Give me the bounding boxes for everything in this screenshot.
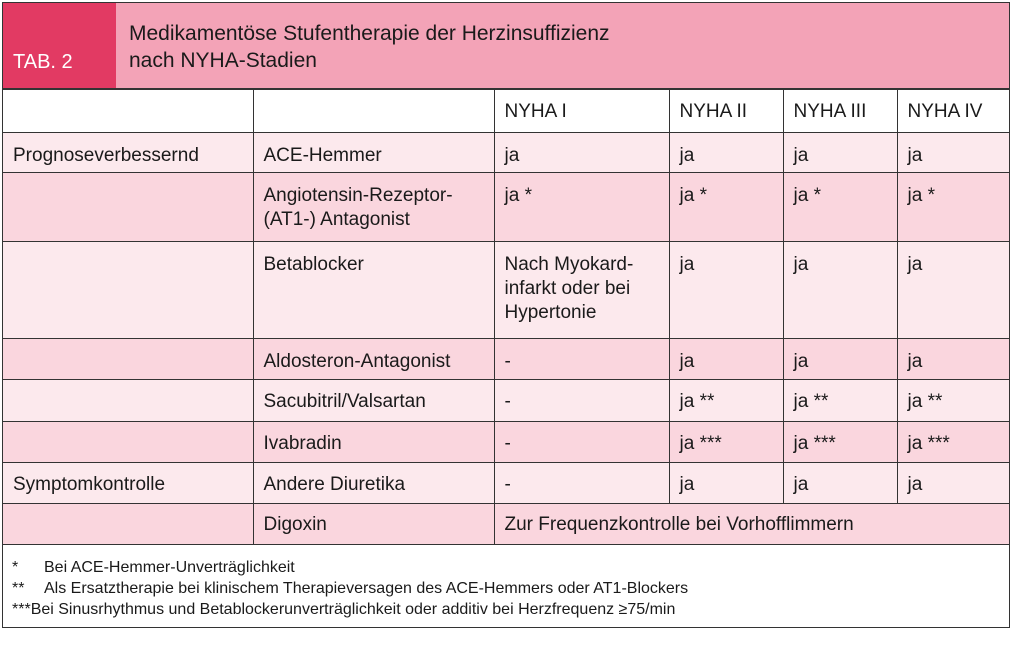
column-header-drug (253, 90, 494, 133)
drug-cell (253, 422, 494, 463)
nyha-1-cell (494, 242, 669, 339)
row-group-cell (3, 242, 253, 339)
table-number-badge (3, 3, 116, 88)
column-header-nyha-3: NYHA III (783, 90, 897, 133)
footnotes (3, 544, 1009, 627)
footnote-text: Als Ersatztherapie bei klinischem Therapieversagen des ACE-Hemmers oder AT1-Blockers (44, 580, 689, 597)
drug-name: Aldosteron-Antagonist (263, 351, 451, 372)
nyha-2-cell: ja ** (669, 380, 783, 422)
nyha-1-cell (494, 133, 669, 173)
nyha-1-cell (494, 173, 669, 242)
drug-name: Andere Diuretika (263, 474, 406, 495)
nyha-4-cell: ja * (897, 173, 1009, 242)
nyha-1-cell (494, 339, 669, 380)
table-title-line-1: Medikamentöse Stufentherapie der Herzinsuffizienz (129, 22, 610, 45)
nyha-1-line: infarkt oder bei (504, 278, 631, 299)
row-group-cell (3, 504, 253, 545)
drug-cell (253, 242, 494, 339)
nyha-2-cell: ja * (669, 173, 783, 242)
nyha-4-cell: ja (897, 133, 1009, 173)
column-header-nyha-4: NYHA IV (897, 90, 1009, 133)
table-row (3, 173, 1009, 242)
drug-cell (253, 380, 494, 422)
nyha-1-value: ja * (504, 185, 532, 206)
drug-cell (253, 339, 494, 380)
drug-name-line: Angiotensin-Rezeptor- (263, 185, 453, 206)
nyha-1-value: - (504, 391, 511, 412)
table-row (3, 463, 1009, 504)
footnote-mark: * (12, 559, 19, 576)
column-header-nyha-2: NYHA II (669, 90, 783, 133)
table-title-line-2: nach NYHA-Stadien (129, 49, 317, 72)
nyha-3-cell: ja * (783, 173, 897, 242)
nyha-1-value: - (504, 433, 511, 454)
footnote-text: Bei Sinusrhythmus und Betablockerunverträglichkeit oder additiv bei Herzfrequenz ≥75/min (30, 601, 676, 618)
column-header-nyha-1: NYHA I (494, 90, 669, 133)
table-row (3, 242, 1009, 339)
nyha-4-cell: ja *** (897, 422, 1009, 463)
nyha-2-cell: ja (669, 242, 783, 339)
table-row (3, 133, 1009, 173)
footnote (12, 600, 675, 620)
nyha-3-cell: ja (783, 242, 897, 339)
column-header-row (3, 90, 1009, 133)
drug-name: ACE-Hemmer (263, 145, 382, 166)
drug-cell (253, 463, 494, 504)
table-row (3, 339, 1009, 380)
nyha-1-value: ja (504, 145, 520, 166)
drug-cell (253, 133, 494, 173)
footnote-mark: ** (12, 580, 25, 597)
table-title (116, 3, 1009, 88)
row-group-cell (3, 380, 253, 422)
drug-cell (253, 173, 494, 242)
nyha-2-cell: ja (669, 133, 783, 173)
nyha-1-cell (494, 380, 669, 422)
nyha-3-cell: ja (783, 133, 897, 173)
nyha-3-cell: ja (783, 463, 897, 504)
merged-nyha-cell: Zur Frequenzkontrolle bei Vorhofflimmern (494, 504, 1009, 545)
table-header (3, 3, 1009, 89)
table-row (3, 422, 1009, 463)
nyha-1-cell (494, 422, 669, 463)
table-row (3, 504, 1009, 545)
nyha-4-cell: ja (897, 463, 1009, 504)
row-group-cell: Symptomkontrolle (3, 463, 253, 504)
nyha-4-cell: ja (897, 242, 1009, 339)
nyha-2-cell: ja (669, 339, 783, 380)
nyha-4-cell: ja (897, 339, 1009, 380)
nyha-3-cell: ja *** (783, 422, 897, 463)
footnote-text: Bei ACE-Hemmer-Unverträglichkeit (44, 559, 295, 576)
row-group-cell (3, 339, 253, 380)
footnote (12, 558, 295, 578)
column-header-group (3, 90, 253, 133)
nyha-1-line: Hypertonie (504, 302, 597, 323)
nyha-1-cell (494, 463, 669, 504)
drug-cell (253, 504, 494, 545)
table-frame (2, 2, 1010, 628)
drug-name: Digoxin (263, 514, 327, 535)
nyha-3-cell: ja (783, 339, 897, 380)
table-row (3, 380, 1009, 422)
drug-name-line: (AT1-) Antagonist (263, 209, 410, 230)
table-number: TAB. 2 (13, 51, 73, 73)
nyha-1-value: - (504, 474, 511, 495)
therapy-table (3, 89, 1009, 545)
drug-name: Sacubitril/Valsartan (263, 391, 426, 412)
nyha-1-value: - (504, 351, 511, 372)
footnote (12, 579, 688, 599)
row-group-cell: Prognoseverbessernd (3, 133, 253, 173)
row-group-cell (3, 173, 253, 242)
footnote-mark: *** (12, 601, 31, 618)
drug-name: Betablocker (263, 254, 364, 275)
nyha-2-cell: ja *** (669, 422, 783, 463)
drug-name: Ivabradin (263, 433, 342, 454)
nyha-3-cell: ja ** (783, 380, 897, 422)
nyha-1-line: Nach Myokard- (504, 254, 634, 275)
nyha-4-cell: ja ** (897, 380, 1009, 422)
nyha-2-cell: ja (669, 463, 783, 504)
row-group-cell (3, 422, 253, 463)
